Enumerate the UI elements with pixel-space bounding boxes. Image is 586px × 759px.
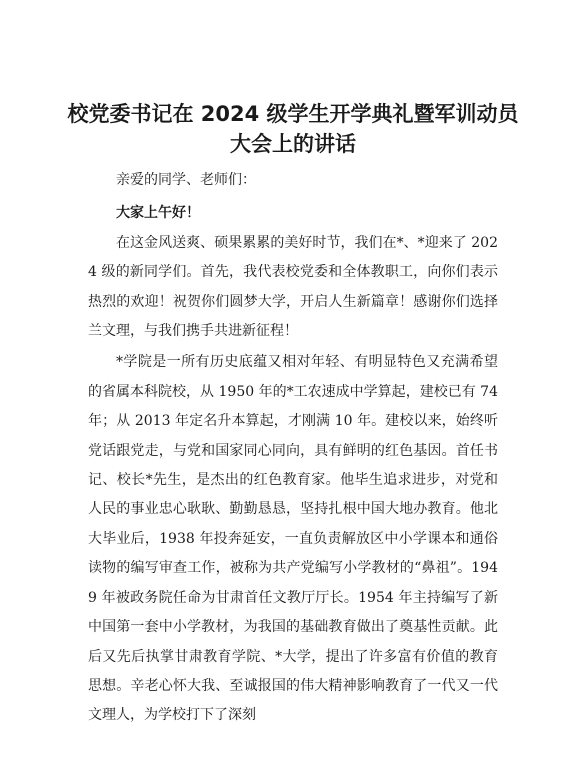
document-body [88,166,498,731]
paragraph-welcome: 在这金风送爽、硕果累累的美好时节，我们在*、*迎来了 2024 级的新同学们。首先，我代表校党委和全体教职工，向你们表示热烈的欢迎！祝贺你们圆梦大学，开启人生新篇章！感谢你们选择兰文理，与我们携手共进新征程！ [88,234,498,340]
paragraph-history: *学院是一所有历史底蕴又相对年轻、有明显特色又充满希望的省属本科院校，从 1950 年的*工农速成中学算起，建校已有 74 年；从 2013 年定名升本算起，才刚满 10 年。建校以来，始终听党话跟党走，与党和国家同心同向，具有鲜明的红色基因。首任书记、校长*先生，是杰出的红色教育家。他毕生追求进步，对党和人民的事业忠心耿耿、勤勤恳恳，坚持扎根中国大地办教育。他北大毕业后，1938 年投奔延安，一直负责解放区中小学课本和通俗读物的编写审查工作，被称为共产党编写小学教材的“鼻祖”。1949 年被政务院任命为甘肃首任文教厅厅长。1954 年主持编写了新中国第一套中小学教材，为我国的基础教育做出了奠基性贡献。此后又先后执掌甘肃教育学院、*大学，提出了许多富有价值的教育思想。辛老心怀大我、至诚报国的伟大精神影响教育了一代又一代文理人，为学校打下了深刻 [88,354,498,724]
salutation: 亲爱的同学、老师们： [116,172,256,188]
document-title-line-2: 大会上的讲话 [230,132,356,156]
document-title-line-1: 校党委书记在 2024 级学生开学典礼暨军训动员 [67,102,519,126]
greeting: 大家上午好！ [116,205,200,222]
